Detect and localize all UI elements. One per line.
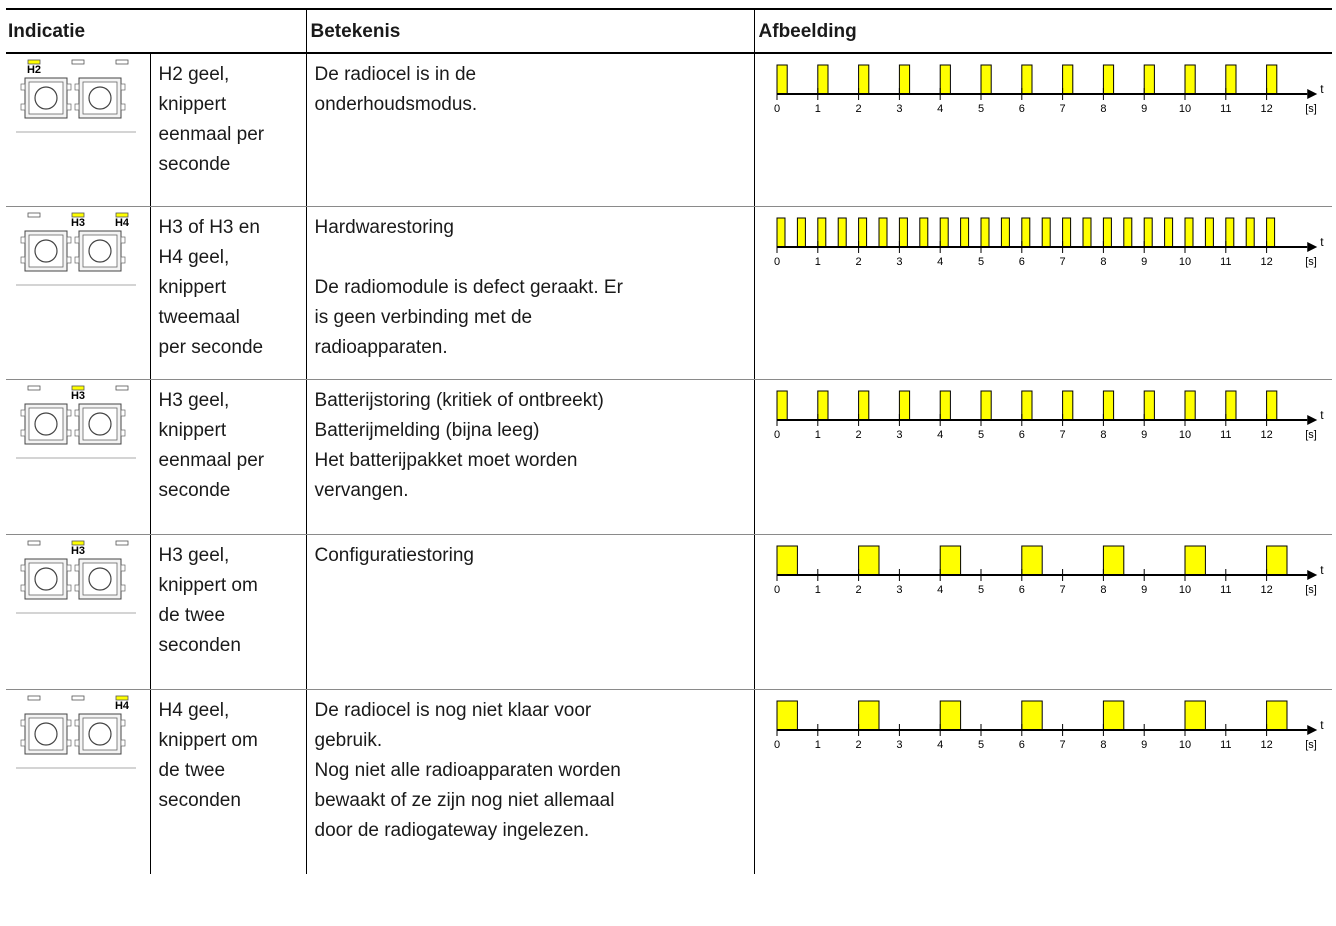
indication-line: seconde <box>158 480 231 501</box>
blink-pulse <box>817 218 825 247</box>
indication-line: knippert om <box>158 575 258 596</box>
blink-pulse <box>1164 218 1172 247</box>
blink-pulse <box>777 391 787 420</box>
blink-pulse <box>1266 218 1274 247</box>
axis-arrow-icon <box>1307 725 1317 735</box>
timing-diagram-cell <box>754 53 1332 207</box>
axis-unit: [s] <box>1304 584 1317 596</box>
timing-diagram-cell <box>754 690 1332 875</box>
blink-pulse <box>1266 65 1276 94</box>
meaning-line: Het batterijpakket moet worden <box>314 450 578 471</box>
axis-tick-label: 9 <box>1140 584 1147 596</box>
meaning-line: bewaakt of ze zijn nog niet allemaal <box>314 790 615 811</box>
axis-variable: t <box>1319 718 1324 732</box>
axis-tick-label: 7 <box>1059 103 1066 115</box>
meaning-cell <box>306 53 754 207</box>
blink-pulse <box>940 218 948 247</box>
axis-tick-label: 8 <box>1099 256 1106 268</box>
blink-pulse <box>1185 391 1195 420</box>
push-button-icon <box>75 559 125 599</box>
indication-line: seconden <box>158 635 241 656</box>
blink-pulse <box>1266 546 1286 575</box>
blink-pulse <box>1185 546 1205 575</box>
blink-pulse <box>1021 546 1041 575</box>
meaning-line: Hardwarestoring <box>314 217 454 238</box>
indicator-graphic-cell <box>6 207 150 380</box>
axis-tick-label: 1 <box>814 739 821 751</box>
indication-line: knippert om <box>158 730 258 751</box>
axis-tick-label: 1 <box>814 103 821 115</box>
indication-cell <box>150 690 306 875</box>
indication-line: knippert <box>158 420 227 441</box>
axis-tick-label: 1 <box>814 429 821 441</box>
led-panel-icon <box>16 382 136 462</box>
blink-pulse <box>1246 218 1254 247</box>
axis-tick-label: 2 <box>855 256 862 268</box>
axis-unit: [s] <box>1304 429 1317 441</box>
table-row <box>6 380 1332 535</box>
axis-arrow-icon <box>1307 570 1317 580</box>
indication-line: H3 geel, <box>158 545 230 566</box>
blink-pulse <box>1001 218 1009 247</box>
header-indicatie: Indicatie <box>6 9 306 53</box>
axis-tick-label: 5 <box>977 429 984 441</box>
blink-timing-diagram <box>759 535 1324 605</box>
axis-variable: t <box>1319 235 1324 249</box>
axis-tick-label: 11 <box>1219 429 1232 441</box>
blink-pulse <box>777 546 797 575</box>
indication-line: eenmaal per <box>158 124 265 145</box>
axis-tick-label: 0 <box>773 584 780 596</box>
blink-pulse <box>1103 218 1111 247</box>
blink-pulse <box>981 391 991 420</box>
blink-pulse <box>1144 65 1154 94</box>
axis-tick-label: 7 <box>1059 429 1066 441</box>
blink-pulse <box>1062 218 1070 247</box>
meaning-line: vervangen. <box>314 480 409 501</box>
indication-cell <box>150 53 306 207</box>
blink-pulse <box>1021 65 1031 94</box>
led-label: H3 <box>70 390 86 402</box>
blink-pulse <box>1021 701 1041 730</box>
led-label: H3 <box>70 217 86 229</box>
push-button-icon <box>21 231 71 271</box>
axis-tick-label: 12 <box>1259 584 1273 596</box>
blink-pulse <box>1123 218 1131 247</box>
axis-tick-label: 5 <box>977 256 984 268</box>
axis-unit: [s] <box>1304 103 1317 115</box>
blink-pulse <box>1266 701 1286 730</box>
axis-tick-label: 3 <box>895 739 902 751</box>
table-row <box>6 690 1332 875</box>
table-header-row <box>6 9 1332 53</box>
blink-pulse <box>1062 391 1072 420</box>
axis-arrow-icon <box>1307 415 1317 425</box>
blink-pulse <box>1185 701 1205 730</box>
header-betekenis: Betekenis <box>306 9 754 53</box>
axis-tick-label: 4 <box>936 739 943 751</box>
meaning-cell <box>306 690 754 875</box>
led-off-indicator <box>116 386 128 390</box>
led-off-indicator <box>72 60 84 64</box>
meaning-cell <box>306 535 754 690</box>
indication-line: H2 geel, <box>158 64 230 85</box>
axis-tick-label: 8 <box>1099 584 1106 596</box>
blink-pulse <box>899 65 909 94</box>
led-panel-icon <box>16 537 136 617</box>
axis-tick-label: 12 <box>1259 429 1273 441</box>
axis-tick-label: 2 <box>855 739 862 751</box>
meaning-line: gebruik. <box>314 730 383 751</box>
blink-pulse <box>858 701 878 730</box>
blink-pulse <box>777 218 785 247</box>
indication-line: H3 of H3 en <box>158 217 260 238</box>
blink-pulse <box>858 391 868 420</box>
axis-tick-label: 10 <box>1178 584 1191 596</box>
led-panel-icon <box>16 209 136 289</box>
blink-pulse <box>817 391 827 420</box>
axis-unit: [s] <box>1304 256 1317 268</box>
axis-tick-label: 3 <box>895 256 902 268</box>
meaning-line: onderhoudsmodus. <box>314 94 478 115</box>
axis-tick-label: 5 <box>977 739 984 751</box>
axis-tick-label: 12 <box>1259 103 1273 115</box>
push-button-icon <box>75 404 125 444</box>
led-off-indicator <box>28 213 40 217</box>
table-row <box>6 53 1332 207</box>
timing-diagram-cell <box>754 380 1332 535</box>
axis-tick-label: 3 <box>895 429 902 441</box>
meaning-detail-line: De radiomodule is defect geraakt. Er <box>314 277 623 298</box>
indicator-graphic-cell <box>6 690 150 875</box>
axis-tick-label: 10 <box>1178 256 1191 268</box>
blink-pulse <box>1083 218 1091 247</box>
blink-pulse <box>1062 65 1072 94</box>
blink-pulse <box>1021 218 1029 247</box>
indicator-graphic-cell <box>6 380 150 535</box>
axis-tick-label: 9 <box>1140 739 1147 751</box>
led-off-indicator <box>28 386 40 390</box>
axis-tick-label: 10 <box>1178 429 1191 441</box>
timing-diagram-cell <box>754 207 1332 380</box>
axis-tick-label: 9 <box>1140 256 1147 268</box>
axis-tick-label: 6 <box>1018 256 1025 268</box>
blink-pulse <box>858 546 878 575</box>
axis-tick-label: 10 <box>1178 739 1191 751</box>
indication-line: knippert <box>158 277 227 298</box>
axis-tick-label: 9 <box>1140 429 1147 441</box>
meaning-line: door de radiogateway ingelezen. <box>314 820 590 841</box>
axis-tick-label: 8 <box>1099 739 1106 751</box>
indication-line: seconden <box>158 790 241 811</box>
axis-tick-label: 4 <box>936 256 943 268</box>
blink-pulse <box>1144 391 1154 420</box>
axis-tick-label: 2 <box>855 584 862 596</box>
meaning-cell <box>306 380 754 535</box>
axis-tick-label: 2 <box>855 103 862 115</box>
axis-tick-label: 0 <box>773 429 780 441</box>
meaning-line: Batterijstoring (kritiek of ontbreekt) <box>314 390 604 411</box>
indication-line: seconde <box>158 154 231 175</box>
led-label: H4 <box>114 700 130 712</box>
push-button-icon <box>75 231 125 271</box>
meaning-line: De radiocel is nog niet klaar voor <box>314 700 592 721</box>
header-afbeelding: Afbeelding <box>754 9 1332 53</box>
indicator-graphic-cell <box>6 535 150 690</box>
push-button-icon <box>21 404 71 444</box>
blink-timing-diagram <box>759 690 1324 760</box>
axis-tick-label: 11 <box>1219 256 1232 268</box>
blink-pulse <box>1144 218 1152 247</box>
led-indication-table <box>6 8 1332 874</box>
indication-line: H4 geel, <box>158 700 230 721</box>
indicator-graphic-cell <box>6 53 150 207</box>
indication-cell <box>150 380 306 535</box>
axis-tick-label: 4 <box>936 429 943 441</box>
blink-pulse <box>858 218 866 247</box>
led-off-indicator <box>72 696 84 700</box>
axis-variable: t <box>1319 563 1324 577</box>
axis-variable: t <box>1319 408 1324 422</box>
blink-pulse <box>858 65 868 94</box>
blink-pulse <box>960 218 968 247</box>
axis-tick-label: 8 <box>1099 429 1106 441</box>
blink-pulse <box>1021 391 1031 420</box>
led-off-indicator <box>116 541 128 545</box>
axis-tick-label: 0 <box>773 256 780 268</box>
blink-pulse <box>1205 218 1213 247</box>
led-panel-icon <box>16 56 136 136</box>
push-button-icon <box>21 559 71 599</box>
blink-pulse <box>879 218 887 247</box>
meaning-cell <box>306 207 754 380</box>
axis-tick-label: 8 <box>1099 103 1106 115</box>
blink-pulse <box>838 218 846 247</box>
push-button-icon <box>21 78 71 118</box>
axis-tick-label: 3 <box>895 103 902 115</box>
axis-arrow-icon <box>1307 242 1317 252</box>
led-off-indicator <box>28 541 40 545</box>
axis-tick-label: 10 <box>1178 103 1191 115</box>
timing-diagram-cell <box>754 535 1332 690</box>
blink-pulse <box>981 65 991 94</box>
push-button-icon <box>75 714 125 754</box>
meaning-detail-line: radioapparaten. <box>314 337 448 358</box>
axis-tick-label: 5 <box>977 103 984 115</box>
blink-pulse <box>797 218 805 247</box>
blink-timing-diagram <box>759 380 1324 450</box>
axis-unit: [s] <box>1304 739 1317 751</box>
blink-pulse <box>1225 65 1235 94</box>
axis-tick-label: 6 <box>1018 584 1025 596</box>
blink-pulse <box>1103 546 1123 575</box>
blink-pulse <box>1185 218 1193 247</box>
axis-tick-label: 1 <box>814 584 821 596</box>
axis-tick-label: 11 <box>1219 739 1232 751</box>
led-off-indicator <box>28 696 40 700</box>
push-button-icon <box>21 714 71 754</box>
axis-tick-label: 6 <box>1018 739 1025 751</box>
meaning-detail-line: is geen verbinding met de <box>314 307 533 328</box>
blink-pulse <box>777 701 797 730</box>
axis-tick-label: 2 <box>855 429 862 441</box>
indication-line: tweemaal <box>158 307 240 328</box>
axis-tick-label: 6 <box>1018 103 1025 115</box>
blink-pulse <box>1225 391 1235 420</box>
meaning-line: De radiocel is in de <box>314 64 477 85</box>
axis-tick-label: 0 <box>773 739 780 751</box>
axis-tick-label: 0 <box>773 103 780 115</box>
blink-timing-diagram <box>759 54 1324 124</box>
indication-line: per seconde <box>158 337 264 358</box>
blink-pulse <box>899 218 907 247</box>
blink-pulse <box>817 65 827 94</box>
axis-tick-label: 7 <box>1059 584 1066 596</box>
table-row <box>6 535 1332 690</box>
push-button-icon <box>75 78 125 118</box>
axis-tick-label: 7 <box>1059 256 1066 268</box>
blink-pulse <box>940 65 950 94</box>
axis-tick-label: 11 <box>1219 103 1232 115</box>
blink-pulse <box>1103 65 1113 94</box>
blink-pulse <box>940 701 960 730</box>
axis-tick-label: 11 <box>1219 584 1232 596</box>
indication-line: H4 geel, <box>158 247 230 268</box>
axis-tick-label: 9 <box>1140 103 1147 115</box>
blink-pulse <box>777 65 787 94</box>
led-label: H2 <box>26 64 42 76</box>
indication-line: eenmaal per <box>158 450 265 471</box>
led-label: H4 <box>114 217 130 229</box>
axis-tick-label: 4 <box>936 103 943 115</box>
table-row <box>6 207 1332 380</box>
indication-line: H3 geel, <box>158 390 230 411</box>
axis-tick-label: 1 <box>814 256 821 268</box>
axis-tick-label: 12 <box>1259 256 1273 268</box>
axis-tick-label: 7 <box>1059 739 1066 751</box>
axis-tick-label: 12 <box>1259 739 1273 751</box>
indication-line: de twee <box>158 605 226 626</box>
blink-pulse <box>899 391 909 420</box>
blink-pulse <box>940 391 950 420</box>
led-off-indicator <box>116 60 128 64</box>
blink-pulse <box>1103 391 1113 420</box>
indication-cell <box>150 207 306 380</box>
blink-pulse <box>1185 65 1195 94</box>
meaning-line: Nog niet alle radioapparaten worden <box>314 760 621 781</box>
axis-arrow-icon <box>1307 89 1317 99</box>
blink-pulse <box>919 218 927 247</box>
blink-pulse <box>940 546 960 575</box>
axis-tick-label: 6 <box>1018 429 1025 441</box>
blink-pulse <box>1225 218 1233 247</box>
led-panel-icon <box>16 692 136 772</box>
axis-variable: t <box>1319 82 1324 96</box>
indication-line: de twee <box>158 760 226 781</box>
blink-pulse <box>1103 701 1123 730</box>
blink-pulse <box>1266 391 1276 420</box>
blink-pulse <box>981 218 989 247</box>
meaning-line: Configuratiestoring <box>314 545 474 566</box>
axis-tick-label: 4 <box>936 584 943 596</box>
led-label: H3 <box>70 545 86 557</box>
indication-cell <box>150 535 306 690</box>
meaning-line: Batterijmelding (bijna leeg) <box>314 420 540 441</box>
blink-pulse <box>1042 218 1050 247</box>
axis-tick-label: 5 <box>977 584 984 596</box>
axis-tick-label: 3 <box>895 584 902 596</box>
blink-timing-diagram <box>759 207 1324 277</box>
indication-line: knippert <box>158 94 227 115</box>
